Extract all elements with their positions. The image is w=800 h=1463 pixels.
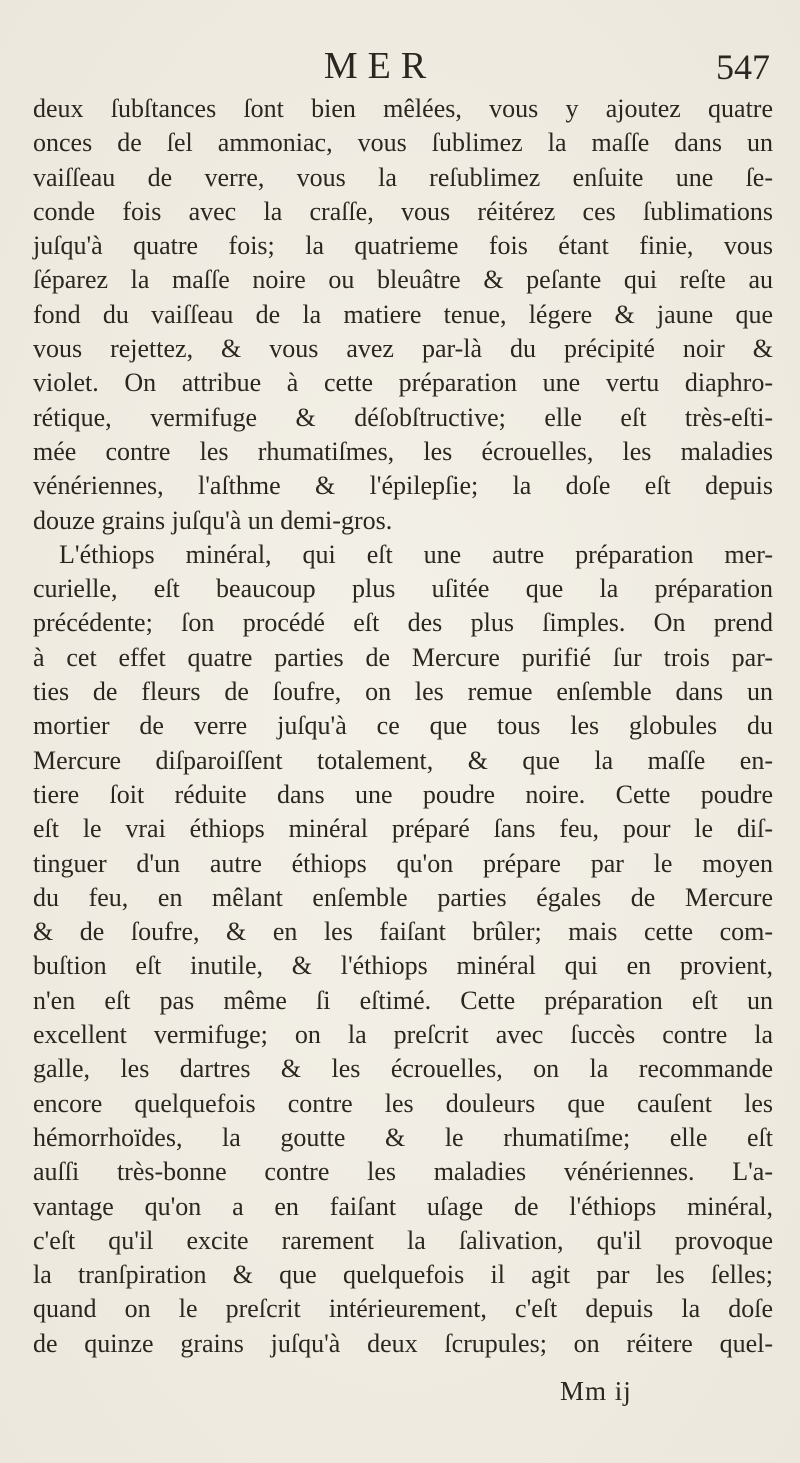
text-line: n'en eſt pas même ſi eſtimé. Cette préparation eſt un bbox=[33, 985, 773, 1015]
text-line: eſt le vrai éthiops minéral préparé ſans feu, pour le diſ- bbox=[33, 814, 773, 844]
paragraph bbox=[33, 538, 773, 1361]
page-header bbox=[0, 44, 800, 94]
paragraph bbox=[33, 92, 773, 538]
text-line: vous rejettez, & vous avez par-là du précipité noir & bbox=[33, 334, 773, 364]
text-line: violet. On attribue à cette préparation une vertu diaphro- bbox=[33, 368, 773, 398]
text-line: onces de ſel ammoniac, vous ſublimez la maſſe dans un bbox=[33, 128, 773, 158]
page-number: 547 bbox=[716, 47, 770, 87]
text-line: quand on le preſcrit intérieurement, c'eſt depuis la doſe bbox=[33, 1294, 773, 1324]
text-line: ties de fleurs de ſoufre, on les remue enſemble dans un bbox=[33, 677, 773, 707]
text-line: excellent vermifuge; on la preſcrit avec ſuccès contre la bbox=[33, 1020, 773, 1050]
text-line: la tranſpiration & que quelquefois il agit par les ſelles; bbox=[33, 1260, 773, 1290]
text-line: rétique, vermifuge & déſobſtructive; elle eſt très-eſti- bbox=[33, 402, 773, 432]
text-line: tiere ſoit réduite dans une poudre noire. Cette poudre bbox=[33, 779, 773, 809]
text-line: L'éthiops minéral, qui eſt une autre préparation mer- bbox=[59, 539, 773, 569]
text-line: hémorrhoïdes, la goutte & le rhumatiſme; elle eſt bbox=[33, 1122, 773, 1152]
text-line: mée contre les rhumatiſmes, les écrouelles, les maladies bbox=[33, 436, 773, 466]
text-line: vantage qu'on a en faiſant uſage de l'éthiops minéral, bbox=[33, 1191, 773, 1221]
text-line: Mercure diſparoiſſent totalement, & que la maſſe en- bbox=[33, 745, 773, 775]
body-text bbox=[33, 92, 773, 1361]
text-line: tinguer d'un autre éthiops qu'on prépare par le moyen bbox=[33, 848, 773, 878]
text-line: du feu, en mêlant enſemble parties égales de Mercure bbox=[33, 882, 773, 912]
text-line: vénériennes, l'aſthme & l'épilepſie; la doſe eſt depuis bbox=[33, 471, 773, 501]
signature-mark: Mm ij bbox=[560, 1376, 632, 1406]
text-line: & de ſoufre, & en les faiſant brûler; mais cette com- bbox=[33, 917, 773, 947]
text-line: curielle, eſt beaucoup plus uſitée que la préparation bbox=[33, 574, 773, 604]
text-line: buſtion eſt inutile, & l'éthiops minéral qui en provient, bbox=[33, 951, 773, 981]
text-line: deux ſubſtances ſont bien mêlées, vous y ajoutez quatre bbox=[33, 94, 773, 123]
text-line: encore quelquefois contre les douleurs que cauſent les bbox=[33, 1088, 773, 1118]
text-line: conde fois avec la craſſe, vous réitérez ces ſublimations bbox=[33, 196, 773, 226]
text-line: de quinze grains juſqu'à deux ſcrupules; on réitere quel- bbox=[33, 1328, 773, 1358]
running-head: MER bbox=[323, 45, 437, 87]
text-line: à cet effet quatre parties de Mercure purifié ſur trois par- bbox=[33, 642, 773, 672]
text-line: douze grains juſqu'à un demi-gros. bbox=[33, 505, 393, 535]
text-line: auſſi très-bonne contre les maladies vénériennes. L'a- bbox=[33, 1157, 773, 1187]
text-line: c'eſt qu'il excite rarement la ſalivation, qu'il provoque bbox=[33, 1225, 773, 1255]
text-line: mortier de verre juſqu'à ce que tous les globules du bbox=[33, 711, 773, 741]
text-line: fond du vaiſſeau de la matiere tenue, légere & jaune que bbox=[33, 299, 773, 329]
text-line: ſéparez la maſſe noire ou bleuâtre & peſante qui reſte au bbox=[33, 265, 773, 295]
text-line: galle, les dartres & les écrouelles, on la recommande bbox=[33, 1054, 773, 1084]
text-line: précédente; ſon procédé eſt des plus ſimples. On prend bbox=[33, 608, 773, 638]
text-line: juſqu'à quatre fois; la quatrieme fois étant finie, vous bbox=[33, 231, 773, 261]
text-line: vaiſſeau de verre, vous la reſublimez enſuite une ſe- bbox=[33, 162, 773, 192]
